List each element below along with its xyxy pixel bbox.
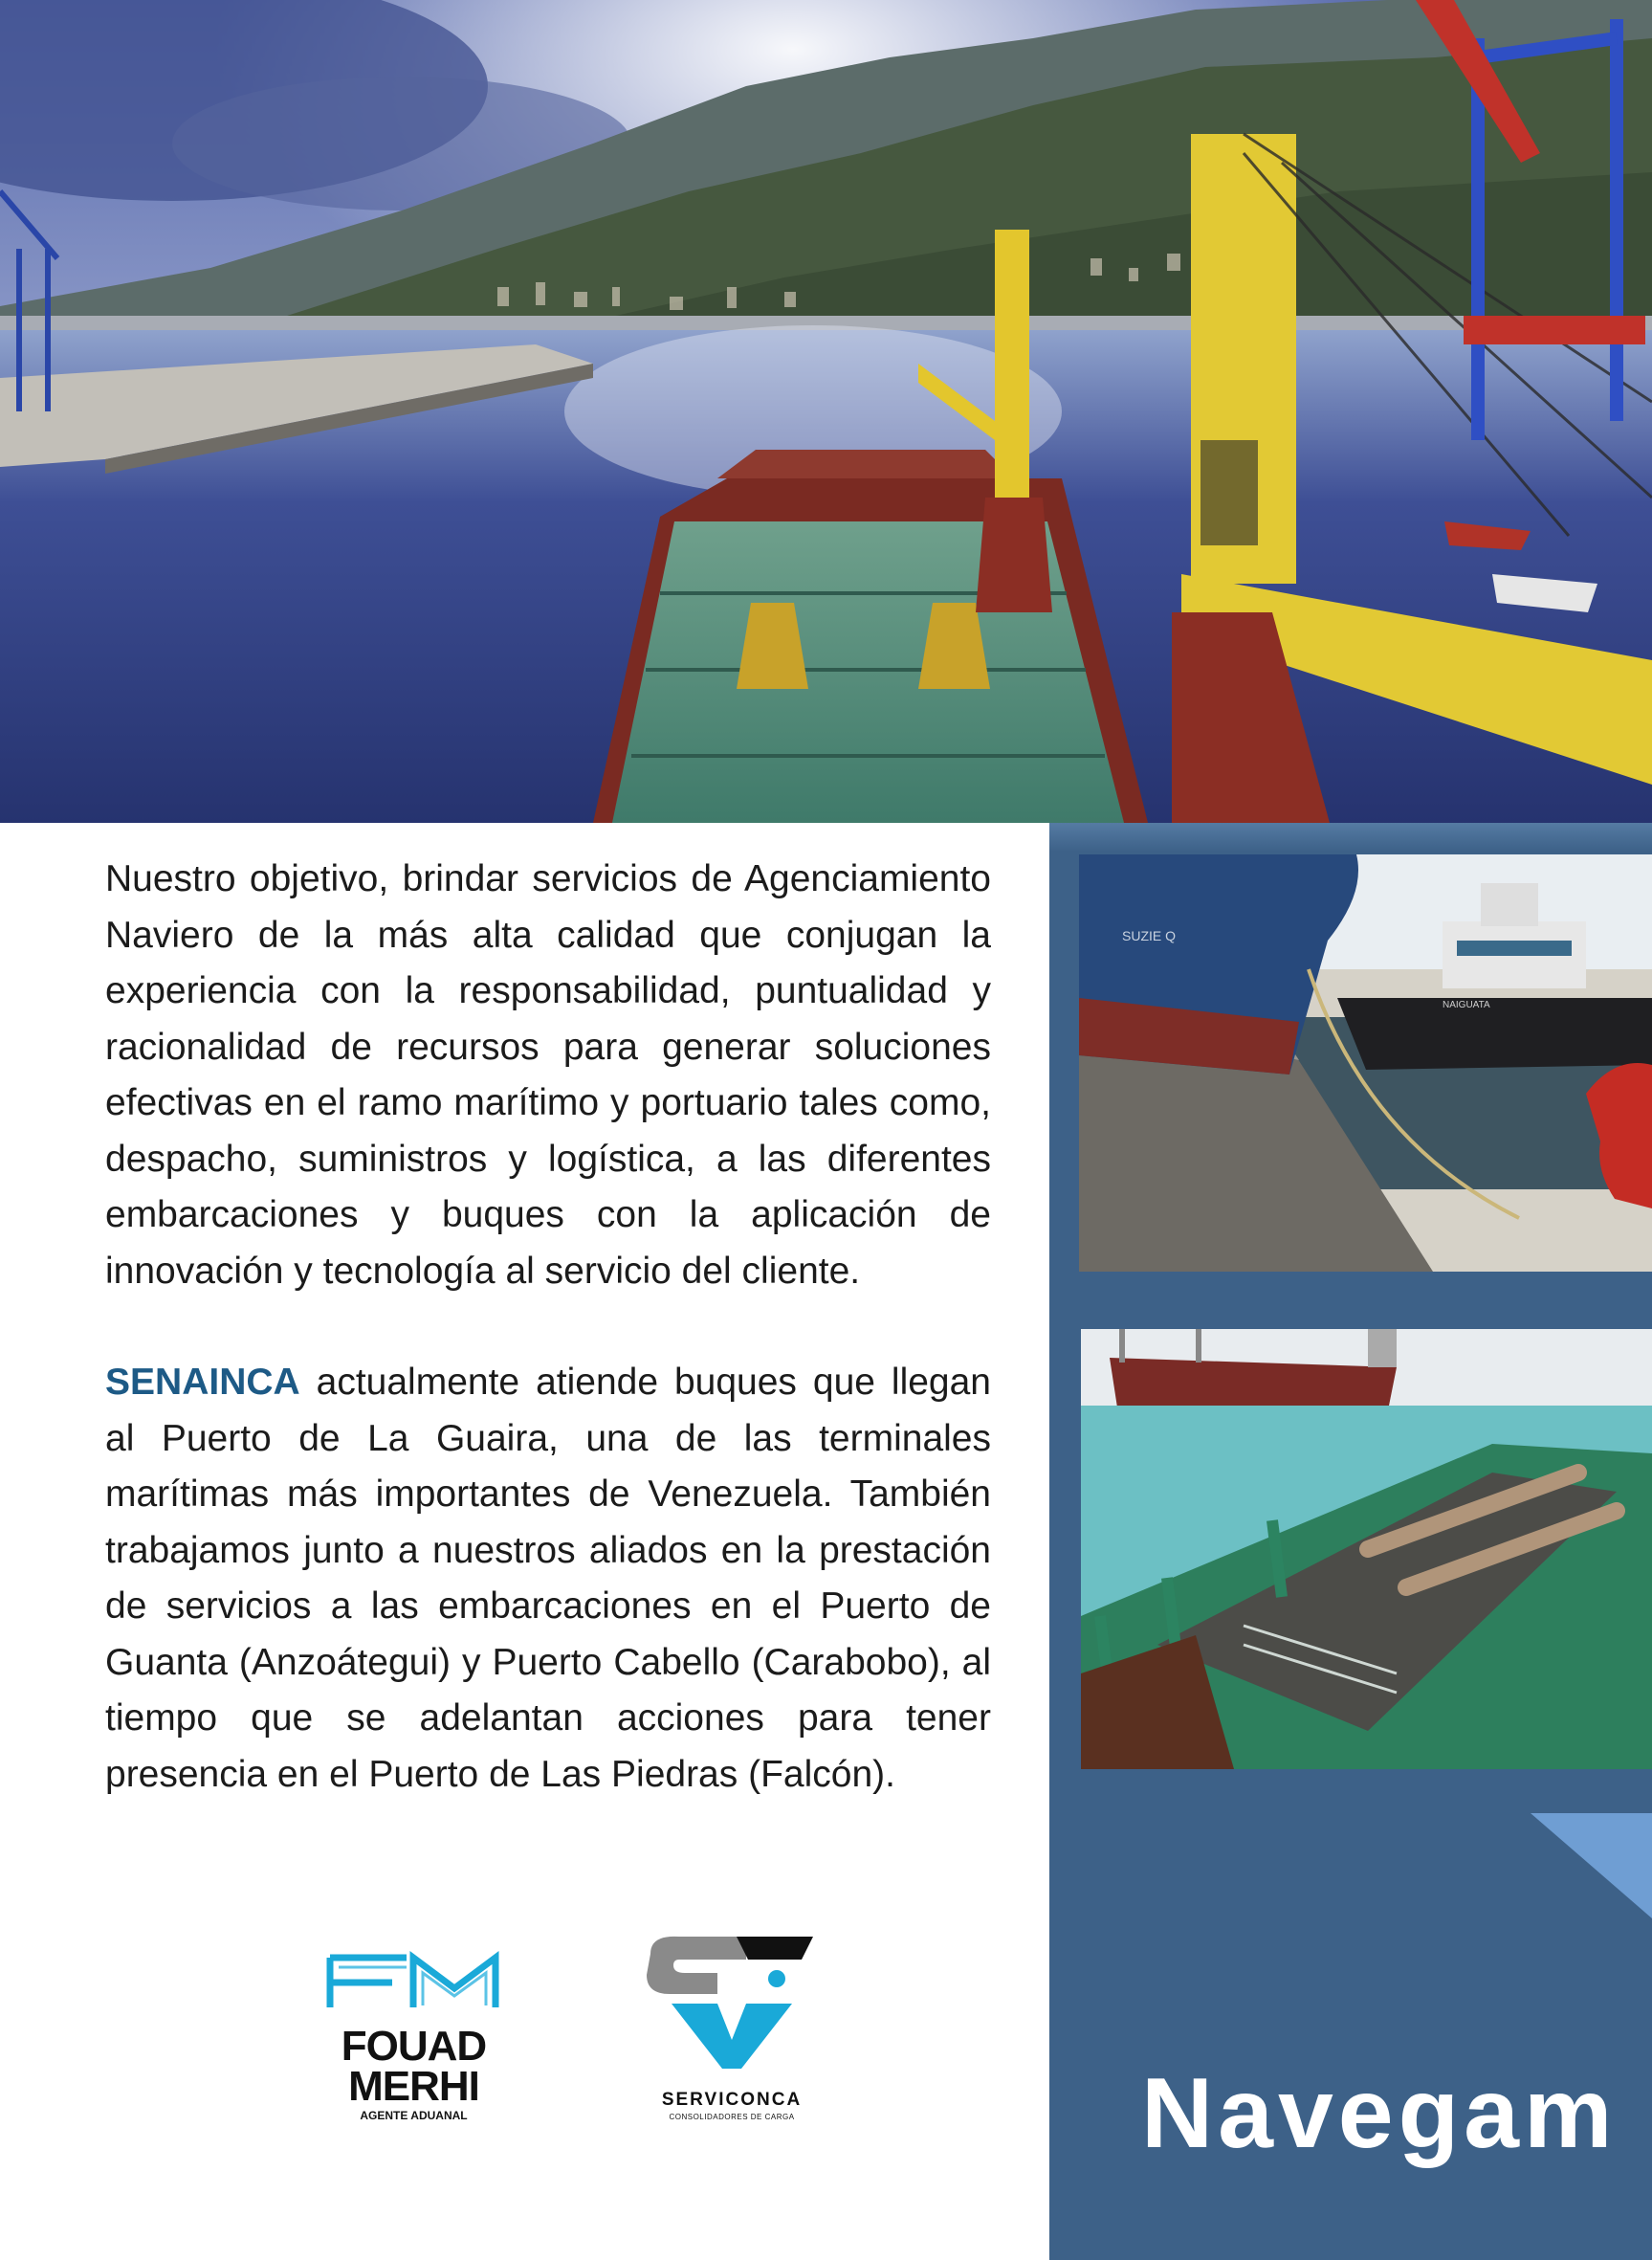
fm-line2: MERHI [348,2063,479,2110]
presence-text: actualmente atiende buques que llegan al Puerto de La Guaira, una de las terminales marítimas más importantes de Venezuela. También trabajamos junto a nuestros aliados en la prestación de servicios a las embarcaciones en el Puerto de Guanta (Anzoátegui) y Puerto Cabello (Carabobo), al tiempo que se adelantan acciones para tener presencia en el Puerto de Las Piedras (Falcón). [105,1362,991,1795]
serviconca-logo [641,1935,823,2126]
presence-paragraph [105,1355,991,1803]
sv-monogram-icon [641,1935,823,2069]
tug-name-label: NAIGUATA [1443,1000,1490,1010]
vessel-deck-photo [1081,1329,1652,1769]
decorative-triangle [1531,1813,1652,1918]
hero-port-photo [0,0,1652,823]
dock-photo [1079,854,1652,1272]
body-text [105,852,991,1803]
fouad-merhi-logo [325,1950,502,2124]
sv-name: SERVICONCA [661,2090,803,2110]
fm-tagline: AGENTE ADUANAL [360,2109,468,2122]
sv-tagline: CONSOLIDADORES DE CARGA [669,2113,795,2121]
objective-paragraph: Nuestro objetivo, brindar servicios de Agenciamiento Naviero de la más alta calidad que conjugan la experiencia con la responsabilidad, puntualidad y racionalidad de recursos para generar soluciones efectivas en el ramo marítimo y portuario tales como, despacho, suministros y logística, a las diferentes embarcaciones y buques con la aplicación de innovación y tecnología al servicio del cliente. [105,858,991,1292]
ship-name-label: SUZIE Q [1122,928,1177,943]
brand-name: SENAINCA [105,1362,300,1403]
panel-title: Navegam [1141,2058,1618,2169]
fm-line1: FOUAD [341,2023,487,2070]
